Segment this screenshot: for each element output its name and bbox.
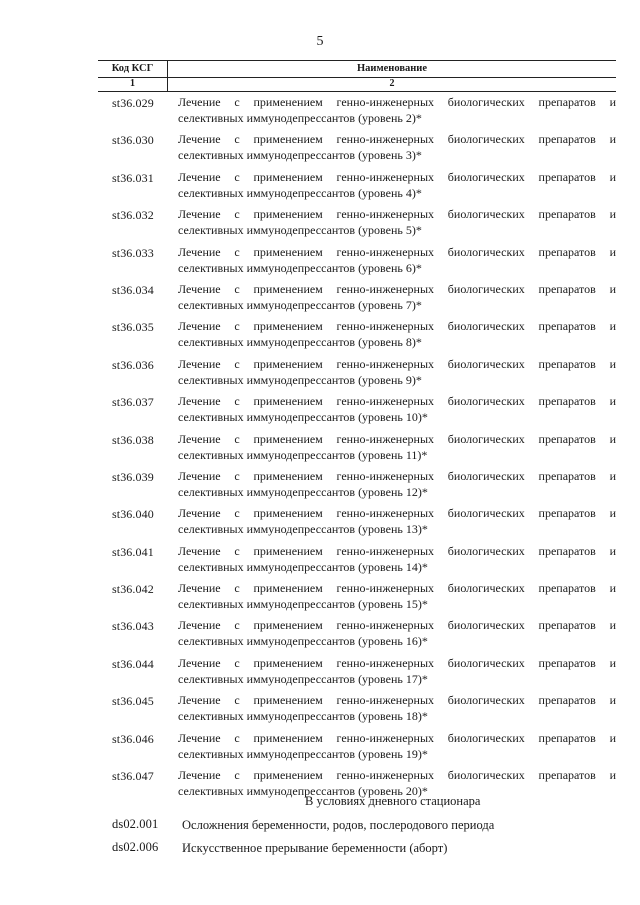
table-row — [98, 389, 616, 426]
row-code: st36.033 — [112, 245, 154, 260]
row-name: Лечение с применением генно-инженерных биологических препаратов и селективных иммунодепрессантов (уровень 14)* — [178, 543, 616, 574]
row-name: Лечение с применением генно-инженерных биологических препаратов и селективных иммунодепрессантов (уровень 8)* — [178, 319, 616, 350]
row-name: Лечение с применением генно-инженерных биологических препаратов и селективных иммунодепрессантов (уровень 6)* — [178, 244, 616, 275]
table-row — [98, 726, 616, 763]
row-name: Осложнения беременности, родов, послеродового периода — [182, 818, 495, 832]
table-row — [98, 127, 616, 164]
row-name: Лечение с применением генно-инженерных биологических препаратов и селективных иммунодепрессантов (уровень 12)* — [178, 468, 616, 499]
table-row — [98, 165, 616, 202]
row-code: st36.047 — [112, 769, 154, 784]
row-name: Лечение с применением генно-инженерных биологических препаратов и селективных иммунодепрессантов (уровень 17)* — [178, 655, 616, 686]
table-row — [98, 427, 616, 464]
row-code: st36.046 — [112, 731, 154, 746]
row-code: st36.045 — [112, 694, 154, 709]
row-code: st36.030 — [112, 133, 154, 148]
column-index-2: 2 — [389, 78, 395, 89]
column-header-name: Наименование — [357, 63, 427, 74]
row-code: st36.042 — [112, 582, 154, 597]
row-code: st36.040 — [112, 507, 154, 522]
row-name: Лечение с применением генно-инженерных биологических препаратов и селективных иммунодепрессантов (уровень 2)* — [178, 95, 616, 125]
table-row — [98, 688, 616, 725]
column-index-1: 1 — [98, 78, 168, 91]
row-code: st36.041 — [112, 544, 154, 559]
row-name: Лечение с применением генно-инженерных биологических препаратов и селективных иммунодепрессантов (уровень 10)* — [178, 394, 616, 425]
row-name: Лечение с применением генно-инженерных биологических препаратов и селективных иммунодепрессантов (уровень 15)* — [178, 581, 616, 612]
table-row — [98, 90, 616, 127]
table-row — [98, 277, 616, 314]
table-row — [98, 576, 616, 613]
column-header-code: Код КСГ — [98, 61, 168, 77]
row-code: st36.039 — [112, 469, 154, 484]
table-row — [98, 314, 616, 351]
table-row — [112, 817, 494, 833]
table-row — [98, 539, 616, 576]
row-name: Лечение с применением генно-инженерных биологических препаратов и селективных иммунодепрессантов (уровень 4)* — [178, 169, 616, 200]
row-name: Лечение с применением генно-инженерных биологических препаратов и селективных иммунодепрессантов (уровень 19)* — [178, 730, 616, 761]
row-name: Лечение с применением генно-инженерных биологических препаратов и селективных иммунодепрессантов (уровень 9)* — [178, 356, 616, 387]
row-name: Лечение с применением генно-инженерных биологических препаратов и селективных иммунодепрессантов (уровень 5)* — [178, 207, 616, 238]
table-row — [98, 352, 616, 389]
table-row — [98, 613, 616, 650]
row-code: st36.032 — [112, 208, 154, 223]
row-name: Искусственное прерывание беременности (аборт) — [182, 841, 448, 855]
table-row — [98, 202, 616, 239]
row-code: st36.037 — [112, 395, 154, 410]
row-code: st36.036 — [112, 357, 154, 372]
row-name: Лечение с применением генно-инженерных биологических препаратов и селективных иммунодепрессантов (уровень 7)* — [178, 281, 616, 312]
page-number: 5 — [316, 34, 324, 49]
row-code: st36.035 — [112, 320, 154, 335]
row-name: Лечение с применением генно-инженерных биологических препаратов и селективных иммунодепрессантов (уровень 16)* — [178, 618, 616, 649]
table-row — [112, 840, 447, 856]
table-row — [98, 464, 616, 501]
row-code: st36.044 — [112, 656, 154, 671]
row-code: st36.029 — [112, 96, 154, 110]
row-name: Лечение с применением генно-инженерных биологических препаратов и селективных иммунодепрессантов (уровень 13)* — [178, 506, 616, 537]
row-name: Лечение с применением генно-инженерных биологических препаратов и селективных иммунодепрессантов (уровень 20)* — [178, 768, 616, 799]
section-title: В условиях дневного стационара — [305, 794, 481, 808]
row-code: st36.043 — [112, 619, 154, 634]
row-code: st36.031 — [112, 170, 154, 185]
row-code: st36.038 — [112, 432, 154, 447]
row-code: ds02.006 — [112, 840, 159, 854]
table-body — [98, 90, 616, 800]
row-code: st36.034 — [112, 282, 154, 297]
table-row — [98, 651, 616, 688]
table-header — [98, 60, 616, 92]
row-name: Лечение с применением генно-инженерных биологических препаратов и селективных иммунодепрессантов (уровень 11)* — [178, 431, 616, 462]
row-code: ds02.001 — [112, 817, 159, 831]
table-row — [98, 240, 616, 277]
row-name: Лечение с применением генно-инженерных биологических препаратов и селективных иммунодепрессантов (уровень 3)* — [178, 132, 616, 163]
row-name: Лечение с применением генно-инженерных биологических препаратов и селективных иммунодепрессантов (уровень 18)* — [178, 693, 616, 724]
table-row — [98, 501, 616, 538]
